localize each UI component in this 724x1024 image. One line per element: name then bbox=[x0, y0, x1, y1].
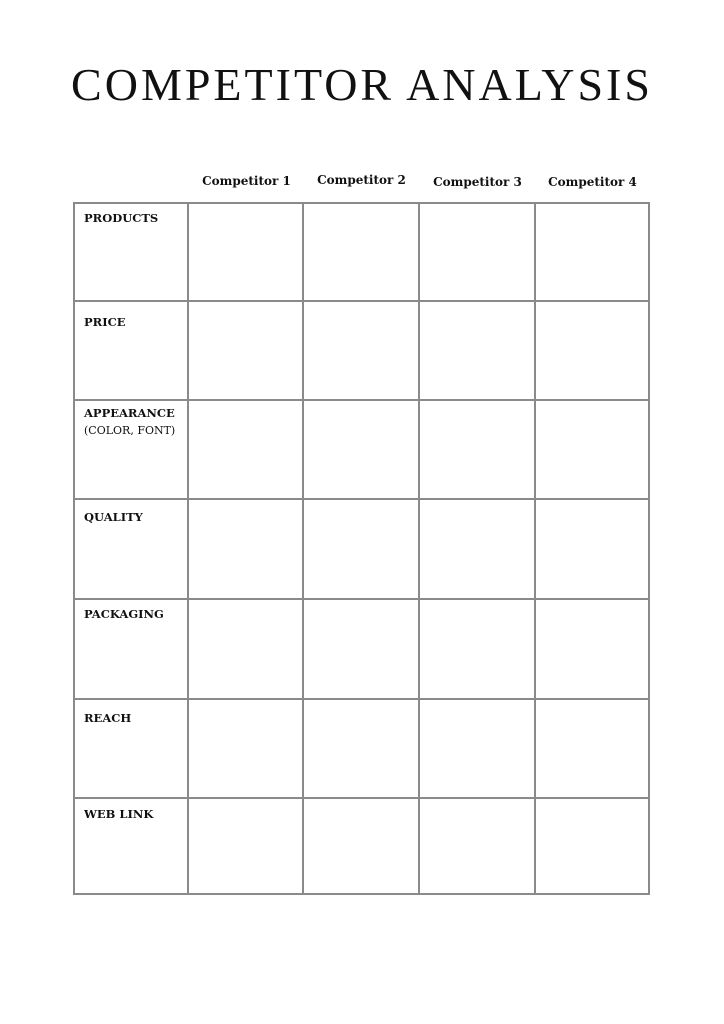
grid-column-divider bbox=[418, 202, 420, 895]
row-label-packaging bbox=[84, 606, 188, 623]
grid-row-divider bbox=[73, 399, 650, 401]
row-sublabel-text: (COLOR, FONT) bbox=[84, 424, 176, 437]
grid-row-divider bbox=[73, 598, 650, 600]
row-label-text: WEB LINK bbox=[84, 807, 154, 821]
row-label-reach bbox=[84, 710, 188, 727]
grid-row-divider bbox=[73, 698, 650, 700]
grid-row-divider bbox=[73, 498, 650, 500]
row-label-text: PRICE bbox=[84, 315, 126, 329]
column-header-competitor-2: Competitor 2 bbox=[317, 173, 406, 187]
column-header-competitor-1: Competitor 1 bbox=[202, 174, 291, 188]
analysis-table bbox=[73, 202, 650, 895]
row-label-appearance bbox=[84, 405, 188, 439]
row-label-text: REACH bbox=[84, 711, 132, 725]
row-label-products bbox=[84, 210, 188, 227]
row-label-quality bbox=[84, 509, 188, 526]
row-label-price bbox=[84, 314, 188, 331]
grid-column-divider bbox=[187, 202, 189, 895]
row-label-web-link bbox=[84, 806, 188, 823]
page-title: COMPETITOR ANALYSIS bbox=[71, 59, 653, 110]
grid-row-divider bbox=[73, 797, 650, 799]
row-label-text: PRODUCTS bbox=[84, 211, 159, 225]
grid-column-divider bbox=[302, 202, 304, 895]
grid-row-divider bbox=[73, 300, 650, 302]
grid-column-divider bbox=[534, 202, 536, 895]
column-header-competitor-3: Competitor 3 bbox=[433, 175, 522, 189]
row-label-text: APPEARANCE bbox=[84, 406, 175, 420]
column-header-competitor-4: Competitor 4 bbox=[548, 175, 637, 189]
row-label-text: QUALITY bbox=[84, 510, 143, 524]
row-label-text: PACKAGING bbox=[84, 607, 164, 621]
